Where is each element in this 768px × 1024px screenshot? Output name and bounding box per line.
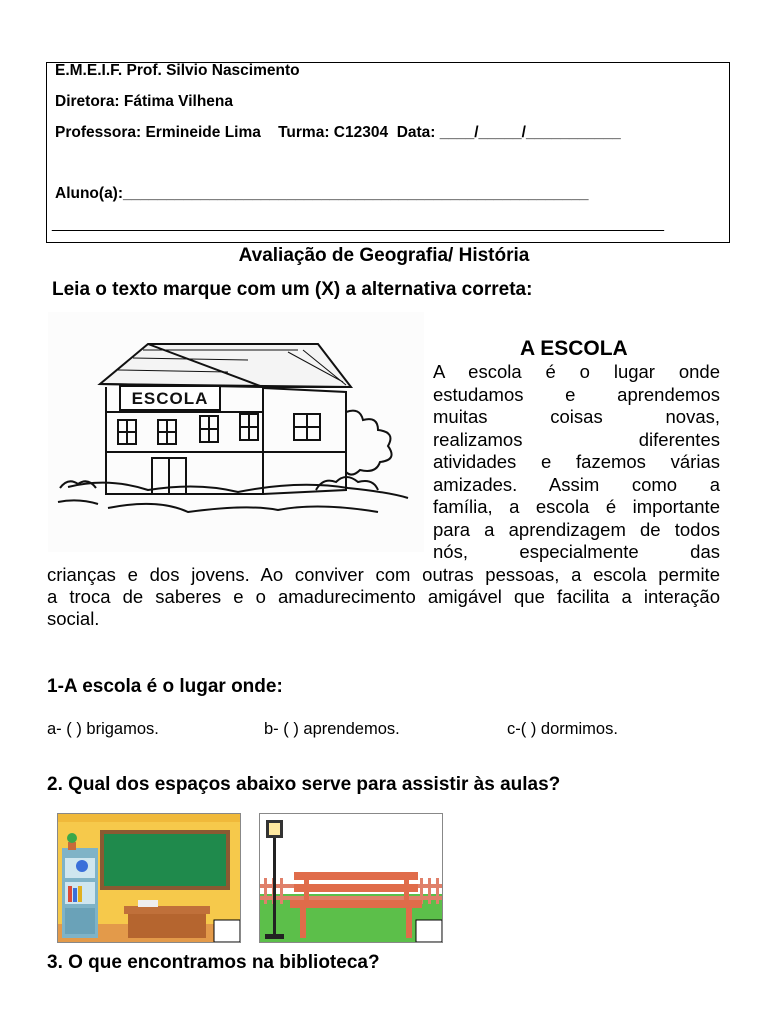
- classroom-picture: [57, 813, 241, 943]
- reading-line: estudamos e aprendemos: [433, 384, 720, 405]
- student-name-blank-line[interactable]: _______________________________________________________________________: [52, 215, 665, 232]
- option-1b[interactable]: b- ( ) aprendemos.: [264, 720, 400, 738]
- reading-line: realizamos diferentes: [433, 429, 720, 450]
- reading-line: amizades. Assim como a: [433, 474, 720, 495]
- park-bench-picture: [259, 813, 443, 943]
- page-title: Avaliação de Geografia/ História: [238, 245, 530, 266]
- reading-line: para a aprendizagem de todos: [433, 519, 720, 540]
- reading-line: atividades e fazemos várias: [433, 451, 720, 472]
- option-1c[interactable]: c-( ) dormimos.: [507, 720, 618, 738]
- school-sign-text: ESCOLA: [131, 389, 209, 408]
- teacher-class-date: Professora: Ermineide Lima Turma: C12304 Data: ____/_____/___________: [55, 124, 621, 141]
- principal-name: Diretora: Fátima Vilhena: [55, 93, 234, 110]
- question-2: 2. Qual dos espaços abaixo serve para assistir às aulas?: [47, 774, 561, 795]
- student-name-field[interactable]: Aluno(a):______________________________________________________: [55, 185, 589, 202]
- reading-line: crianças e dos jovens. Ao conviver com outras pessoas, a escola permite: [47, 564, 720, 585]
- question-1: 1-A escola é o lugar onde:: [47, 676, 283, 697]
- school-building-drawing: [48, 312, 424, 552]
- reading-line: a troca de saberes e o amadurecimento amigável que facilita a interação: [47, 586, 720, 607]
- reading-line: família, a escola é importante: [433, 496, 720, 517]
- reading-line: social.: [47, 608, 100, 629]
- reading-line: A escola é o lugar onde: [433, 361, 720, 382]
- reading-line: muitas coisas novas,: [433, 406, 720, 427]
- classroom-drawing: [58, 814, 241, 943]
- park-bench-drawing: [260, 814, 443, 943]
- option-1a[interactable]: a- ( ) brigamos.: [47, 720, 159, 738]
- school-name: E.M.E.I.F. Prof. Silvio Nascimento: [55, 62, 300, 79]
- question-3: 3. O que encontramos na biblioteca?: [47, 952, 380, 973]
- reading-line: nós, especialmente das: [433, 541, 720, 562]
- reading-title: A ESCOLA: [520, 337, 628, 360]
- school-illustration: [48, 312, 424, 552]
- instruction: Leia o texto marque com um (X) a alternativa correta:: [52, 279, 533, 300]
